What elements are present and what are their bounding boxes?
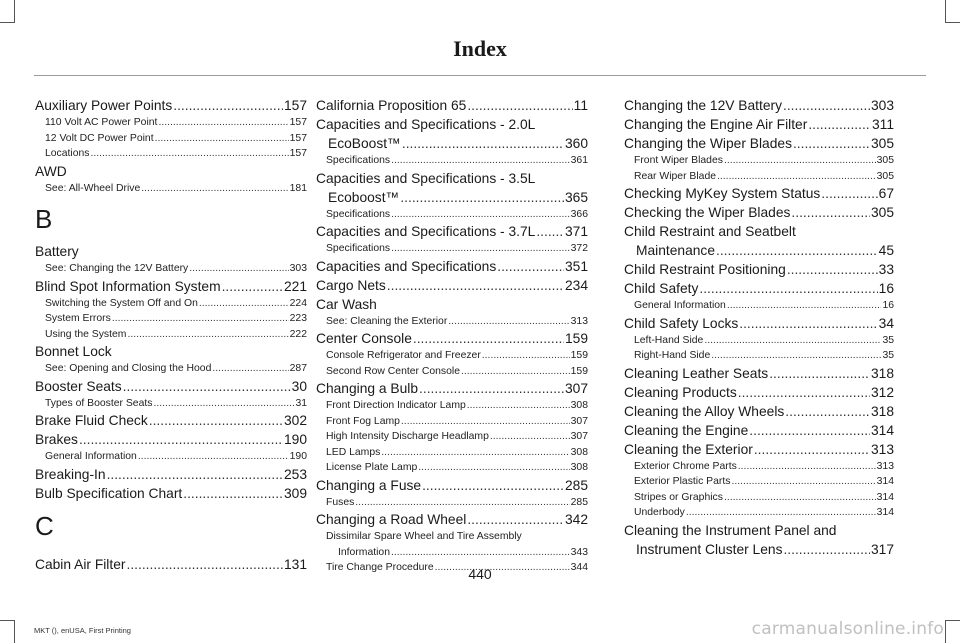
entry-label-continued <box>316 134 588 153</box>
entry-label: 110 Volt AC Power Point <box>45 117 158 128</box>
index-subentry[interactable] <box>316 414 588 430</box>
index-subentry[interactable] <box>624 298 894 314</box>
entry-label: 12 Volt DC Power Point <box>45 132 154 144</box>
entry-label: Rear Wiper Blade <box>634 170 717 182</box>
index-subentry[interactable] <box>35 396 307 412</box>
index-subentry[interactable] <box>624 490 894 506</box>
entry-page-number: 343 <box>570 546 588 558</box>
entry-label: Capacities and Specifications - 3.5L <box>316 170 536 186</box>
entry-page-number: 157 <box>289 148 307 159</box>
entry-page-number: 67 <box>878 186 894 201</box>
crop-mark-top-right <box>945 0 960 23</box>
entry-label: Booster Seats <box>35 378 122 394</box>
entry-label: Dissimilar Spare Wheel and Tire Assembly <box>326 531 522 542</box>
dot-leader <box>413 329 564 348</box>
index-entry[interactable] <box>624 421 894 440</box>
dot-leader <box>749 421 870 440</box>
section-letter: C <box>35 510 54 541</box>
entry-label: Cabin Air Filter <box>35 556 126 572</box>
entry-label: Center Console <box>316 331 412 346</box>
entry-label: System Errors <box>45 313 111 324</box>
index-subentry[interactable] <box>624 333 894 349</box>
entry-label-continuation: Maintenance <box>636 243 716 258</box>
entry-label: See: All-Wheel Drive <box>45 182 141 194</box>
entry-label: Changing a Road Wheel <box>316 512 467 527</box>
entry-page-number: 287 <box>289 363 307 374</box>
dot-leader <box>467 510 564 529</box>
entry-label: Exterior Chrome Parts <box>634 460 737 472</box>
entry-page-number: 305 <box>876 170 894 182</box>
entry-label: Auxiliary Power Points <box>35 98 173 113</box>
dot-leader <box>401 414 570 430</box>
dot-leader <box>127 327 288 343</box>
entry-page-number: 344 <box>570 562 588 573</box>
index-subentry[interactable] <box>35 261 307 277</box>
index-subentry[interactable] <box>35 361 307 377</box>
dot-leader <box>467 398 570 414</box>
index-heading: AWD <box>35 163 67 179</box>
entry-page-number: 131 <box>283 556 307 572</box>
entry-page-number: 159 <box>570 350 588 361</box>
index-subentry[interactable] <box>316 241 588 257</box>
entry-page-number: 314 <box>876 476 894 487</box>
index-entry[interactable] <box>316 510 588 529</box>
dot-leader <box>738 383 870 402</box>
entry-page-number: 318 <box>870 365 894 381</box>
entry-label-continuation: Information <box>338 546 390 558</box>
entry-page-number: 35 <box>882 334 894 346</box>
entry-label: Brakes <box>35 432 78 447</box>
edition-footer: MKT (), enUSA, First Printing <box>34 626 131 635</box>
dot-leader <box>711 348 881 364</box>
entry-label: High Intensity Discharge Headlamp <box>326 431 489 442</box>
index-subentry[interactable] <box>316 207 588 223</box>
entry-page-number: 190 <box>283 432 307 447</box>
dot-leader <box>497 257 564 276</box>
dot-leader <box>738 459 876 475</box>
index-entry[interactable] <box>624 184 894 203</box>
dot-leader <box>787 260 878 279</box>
entry-label: Tire Change Procedure <box>326 562 434 573</box>
dot-leader <box>467 96 572 115</box>
entry-page-number: 157 <box>283 98 307 113</box>
entry-page-number: 302 <box>283 413 307 428</box>
entry-label: Cleaning the Alloy Wheels <box>624 403 785 419</box>
index-subentry[interactable] <box>624 505 894 521</box>
dot-leader <box>189 261 288 277</box>
entry-label: Bulb Specification Chart <box>35 485 183 501</box>
entry-page-number: 307 <box>564 381 588 396</box>
dot-leader <box>739 314 877 333</box>
dot-leader <box>90 146 288 162</box>
index-column-1 <box>35 96 307 574</box>
dot-leader <box>153 396 294 412</box>
entry-label: Changing the Engine Air Filter <box>624 117 808 132</box>
entry-label: Child Safety Locks <box>624 315 739 331</box>
entry-page-number: 308 <box>570 462 588 473</box>
dot-leader <box>391 545 570 561</box>
entry-label: Types of Booster Seats <box>45 397 153 409</box>
index-subentry[interactable] <box>35 449 307 465</box>
entry-label: Specifications <box>326 155 391 166</box>
dot-leader <box>724 153 876 169</box>
page-number: 440 <box>468 566 492 582</box>
entry-page-number: 285 <box>564 477 588 493</box>
dot-leader <box>387 276 564 295</box>
entry-label: Cleaning Leather Seats <box>624 365 769 381</box>
dot-leader <box>391 153 570 169</box>
dot-leader <box>686 505 876 521</box>
index-entry[interactable] <box>316 379 588 398</box>
entry-page-number: 317 <box>870 541 894 557</box>
index-subentry[interactable] <box>316 429 588 445</box>
entry-page-number: 45 <box>878 243 894 258</box>
crop-mark-bottom-left <box>0 620 15 643</box>
index-subentry[interactable] <box>316 348 588 364</box>
entry-label: Changing a Fuse <box>316 477 422 493</box>
crop-mark-top-left <box>0 0 15 23</box>
index-subentry[interactable] <box>624 459 894 475</box>
entry-page-number: 314 <box>870 422 894 438</box>
entry-label: Left-Hand Side <box>634 334 704 346</box>
entry-label: Underbody <box>634 507 685 518</box>
dot-leader <box>141 181 288 197</box>
entry-label: See: Changing the 12V Battery <box>45 263 189 274</box>
entry-label-continued <box>624 241 894 260</box>
index-heading: Bonnet Lock <box>35 344 112 359</box>
dot-leader <box>461 364 570 380</box>
entry-label: Cleaning the Engine <box>624 422 749 438</box>
index-entry[interactable] <box>316 96 588 115</box>
entry-page-number: 313 <box>570 315 588 327</box>
index-entry[interactable] <box>316 169 588 207</box>
dot-leader <box>391 207 570 223</box>
entry-page-number: 360 <box>564 136 588 151</box>
index-subentry[interactable] <box>35 327 307 343</box>
dot-leader <box>391 241 570 257</box>
index-subentry[interactable] <box>35 146 307 162</box>
index-subentry[interactable] <box>624 169 894 185</box>
dot-leader <box>821 184 877 203</box>
entry-page-number: 224 <box>289 297 307 309</box>
entry-page-number: 157 <box>289 117 307 128</box>
index-subentry[interactable] <box>35 181 307 197</box>
index-column-2 <box>316 96 588 576</box>
entry-label: Cargo Nets <box>316 277 386 293</box>
entry-label: Fuses <box>326 496 355 508</box>
index-subentry[interactable] <box>316 445 588 461</box>
entry-label: Using the System <box>45 328 127 340</box>
dot-leader <box>717 169 876 185</box>
dot-leader <box>422 476 564 495</box>
entry-page-number: 157 <box>289 132 307 144</box>
index-subentry[interactable] <box>35 131 307 147</box>
entry-page-number: 159 <box>570 365 588 377</box>
dot-leader <box>769 364 870 383</box>
entry-page-number: 30 <box>291 378 307 394</box>
index-subentry[interactable] <box>316 460 588 476</box>
entry-label: Checking MyKey System Status <box>624 186 821 201</box>
index-entry[interactable] <box>316 329 588 348</box>
entry-label: Cleaning the Exterior <box>624 441 753 457</box>
entry-label-continuation: Instrument Cluster Lens <box>636 541 783 557</box>
title-divider <box>34 75 926 76</box>
index-entry[interactable] <box>624 440 894 459</box>
entry-page-number: 307 <box>570 415 588 427</box>
dot-leader <box>155 131 289 147</box>
entry-label: Blind Spot Information System <box>35 278 221 294</box>
index-entry[interactable] <box>35 96 307 115</box>
dot-leader <box>785 402 870 421</box>
dot-leader <box>808 115 871 134</box>
dot-leader <box>793 134 870 153</box>
entry-page-number: 11 <box>573 98 588 113</box>
dot-leader <box>727 298 882 314</box>
index-entry[interactable] <box>35 430 307 449</box>
entry-label-continuation: Ecoboost™ <box>328 189 400 205</box>
entry-page-number: 305 <box>870 205 894 220</box>
entry-page-number: 307 <box>570 431 588 442</box>
entry-page-number: 351 <box>564 258 588 274</box>
entry-page-number: 190 <box>289 451 307 462</box>
entry-label: General Information <box>45 451 137 462</box>
entry-label: Changing the 12V Battery <box>624 98 783 113</box>
entry-page-number: 366 <box>570 208 588 220</box>
index-entry[interactable] <box>35 277 307 296</box>
index-entry[interactable] <box>35 465 307 484</box>
crop-mark-bottom-right <box>945 620 960 643</box>
index-subentry[interactable] <box>35 115 307 131</box>
entry-label: Cleaning the Instrument Panel and <box>624 522 837 538</box>
entry-label: LED Lamps <box>326 446 381 458</box>
index-subentry[interactable] <box>35 311 307 327</box>
index-entry[interactable] <box>624 203 894 222</box>
entry-label: Exterior Plastic Parts <box>634 476 731 487</box>
entry-label: Breaking-In <box>35 466 106 482</box>
entry-label: Brake Fluid Check <box>35 413 148 428</box>
entry-label: Child Restraint Positioning <box>624 262 786 277</box>
entry-label: Front Direction Indicator Lamp <box>326 400 466 411</box>
dot-leader <box>448 314 569 330</box>
entry-page-number: 313 <box>876 460 894 472</box>
dot-leader <box>791 203 870 222</box>
entry-page-number: 222 <box>289 328 307 340</box>
index-entry[interactable] <box>35 377 307 396</box>
entry-page-number: 305 <box>870 136 894 151</box>
dot-leader <box>400 188 564 207</box>
index-entry[interactable] <box>624 134 894 153</box>
entry-label: Cleaning Products <box>624 384 737 400</box>
entry-page-number: 314 <box>876 491 894 503</box>
index-entry[interactable] <box>624 314 894 333</box>
entry-page-number: 318 <box>870 403 894 419</box>
entry-label: Capacities and Specifications - 2.0L <box>316 117 536 132</box>
dot-leader <box>138 449 289 465</box>
dot-leader <box>158 115 288 131</box>
dot-leader <box>183 484 283 503</box>
dot-leader <box>381 445 569 461</box>
entry-page-number: 31 <box>295 397 307 409</box>
dot-leader <box>418 460 569 476</box>
entry-page-number: 303 <box>289 263 307 274</box>
index-entry[interactable] <box>624 260 894 279</box>
dot-leader <box>699 279 877 298</box>
dot-leader <box>212 361 288 377</box>
entry-label: Locations <box>45 148 90 159</box>
index-entry[interactable] <box>316 257 588 276</box>
entry-label: Front Wiper Blades <box>634 155 723 166</box>
entry-page-number: 33 <box>878 262 894 277</box>
entry-label-continued <box>326 545 588 561</box>
entry-label: Changing the Wiper Blades <box>624 136 792 151</box>
entry-label: General Information <box>634 300 726 311</box>
index-entry[interactable] <box>35 484 307 503</box>
entry-label: Capacities and Specifications <box>316 258 497 274</box>
entry-label: Changing a Bulb <box>316 381 419 396</box>
index-column-3 <box>624 96 894 559</box>
page-title: Index <box>453 36 507 61</box>
dot-leader <box>107 465 283 484</box>
entry-page-number: 372 <box>570 243 588 254</box>
dot-leader <box>199 296 289 312</box>
dot-leader <box>731 474 875 490</box>
entry-page-number: 16 <box>882 300 894 311</box>
entry-page-number: 223 <box>289 313 307 324</box>
entry-page-number: 221 <box>283 278 307 294</box>
entry-page-number: 313 <box>870 441 894 457</box>
index-entry[interactable] <box>316 476 588 495</box>
entry-label-continuation: EcoBoost™ <box>328 136 401 151</box>
entry-page-number: 253 <box>283 466 307 482</box>
entry-page-number: 34 <box>878 315 894 331</box>
entry-label: Console Refrigerator and Freezer <box>326 350 481 361</box>
index-entry[interactable] <box>624 364 894 383</box>
index-entry[interactable] <box>316 276 588 295</box>
entry-label-continued <box>316 188 588 207</box>
entry-page-number: 312 <box>870 384 894 400</box>
entry-page-number: 308 <box>570 446 588 458</box>
entry-page-number: 181 <box>289 182 307 194</box>
index-entry[interactable] <box>624 521 894 559</box>
index-entry[interactable] <box>316 115 588 153</box>
dot-leader <box>783 540 870 559</box>
index-subentry[interactable] <box>316 398 588 414</box>
index-subentry[interactable] <box>35 296 307 312</box>
dot-leader <box>783 96 870 115</box>
index-heading: Car Wash <box>316 296 377 312</box>
entry-page-number: 303 <box>870 98 894 113</box>
dot-leader <box>79 430 283 449</box>
index-subentry[interactable] <box>624 348 894 364</box>
index-entry[interactable] <box>624 96 894 115</box>
entry-label: Specifications <box>326 208 391 220</box>
index-entry[interactable] <box>624 279 894 298</box>
index-entry[interactable] <box>624 222 894 260</box>
entry-label: Checking the Wiper Blades <box>624 205 791 220</box>
entry-label: Capacities and Specifications - 3.7L <box>316 224 536 239</box>
dot-leader <box>704 333 881 349</box>
entry-label: Right-Hand Side <box>634 350 711 361</box>
watermark: carmanualsonline.info <box>751 619 944 639</box>
dot-leader <box>402 134 564 153</box>
entry-label: Stripes or Graphics <box>634 491 723 503</box>
index-subentry[interactable] <box>316 529 588 560</box>
dot-leader <box>222 277 283 296</box>
entry-page-number: 309 <box>283 485 307 501</box>
entry-page-number: 311 <box>872 117 894 132</box>
entry-label: Specifications <box>326 243 391 254</box>
dot-leader <box>536 222 564 241</box>
index-subentry[interactable] <box>316 314 588 330</box>
entry-page-number: 371 <box>564 224 588 239</box>
entry-page-number: 35 <box>882 350 894 361</box>
dot-leader <box>355 495 569 511</box>
index-subentry[interactable] <box>624 474 894 490</box>
entry-label: Switching the System Off and On <box>45 297 198 309</box>
entry-label: California Proposition 65 <box>316 98 467 113</box>
entry-page-number: 342 <box>564 512 588 527</box>
dot-leader <box>112 311 289 327</box>
index-subentry[interactable] <box>624 153 894 169</box>
entry-label: License Plate Lamp <box>326 462 418 473</box>
entry-label: See: Cleaning the Exterior <box>326 315 448 327</box>
dot-leader <box>716 241 878 260</box>
dot-leader <box>419 379 564 398</box>
index-subentry[interactable] <box>316 364 588 380</box>
entry-page-number: 16 <box>878 281 894 296</box>
entry-page-number: 308 <box>570 400 588 411</box>
entry-page-number: 314 <box>876 507 894 518</box>
entry-page-number: 234 <box>564 277 588 293</box>
dot-leader <box>173 96 283 115</box>
entry-page-number: 285 <box>570 496 588 508</box>
index-entry[interactable] <box>35 411 307 430</box>
dot-leader <box>724 490 876 506</box>
index-entry[interactable] <box>624 115 894 134</box>
entry-page-number: 159 <box>564 331 588 346</box>
dot-leader <box>490 429 570 445</box>
index-heading: Battery <box>35 244 79 259</box>
entry-label: Second Row Center Console <box>326 365 460 377</box>
index-entry[interactable] <box>316 222 588 241</box>
dot-leader <box>754 440 870 459</box>
entry-page-number: 305 <box>876 155 894 166</box>
dot-leader <box>149 411 283 430</box>
entry-label-continued <box>624 540 894 559</box>
entry-label: Child Restraint and Seatbelt <box>624 224 796 239</box>
entry-label: Front Fog Lamp <box>326 415 400 427</box>
index-entry[interactable] <box>624 402 894 421</box>
dot-leader <box>482 348 570 364</box>
entry-page-number: 365 <box>564 189 588 205</box>
dot-leader <box>123 377 291 396</box>
index-subentry[interactable] <box>316 495 588 511</box>
section-letter: B <box>35 204 53 234</box>
index-subentry[interactable] <box>316 153 588 169</box>
entry-label: See: Opening and Closing the Hood <box>45 363 212 374</box>
entry-page-number: 361 <box>570 155 588 166</box>
index-entry[interactable] <box>624 383 894 402</box>
entry-label: Child Safety <box>624 281 699 296</box>
